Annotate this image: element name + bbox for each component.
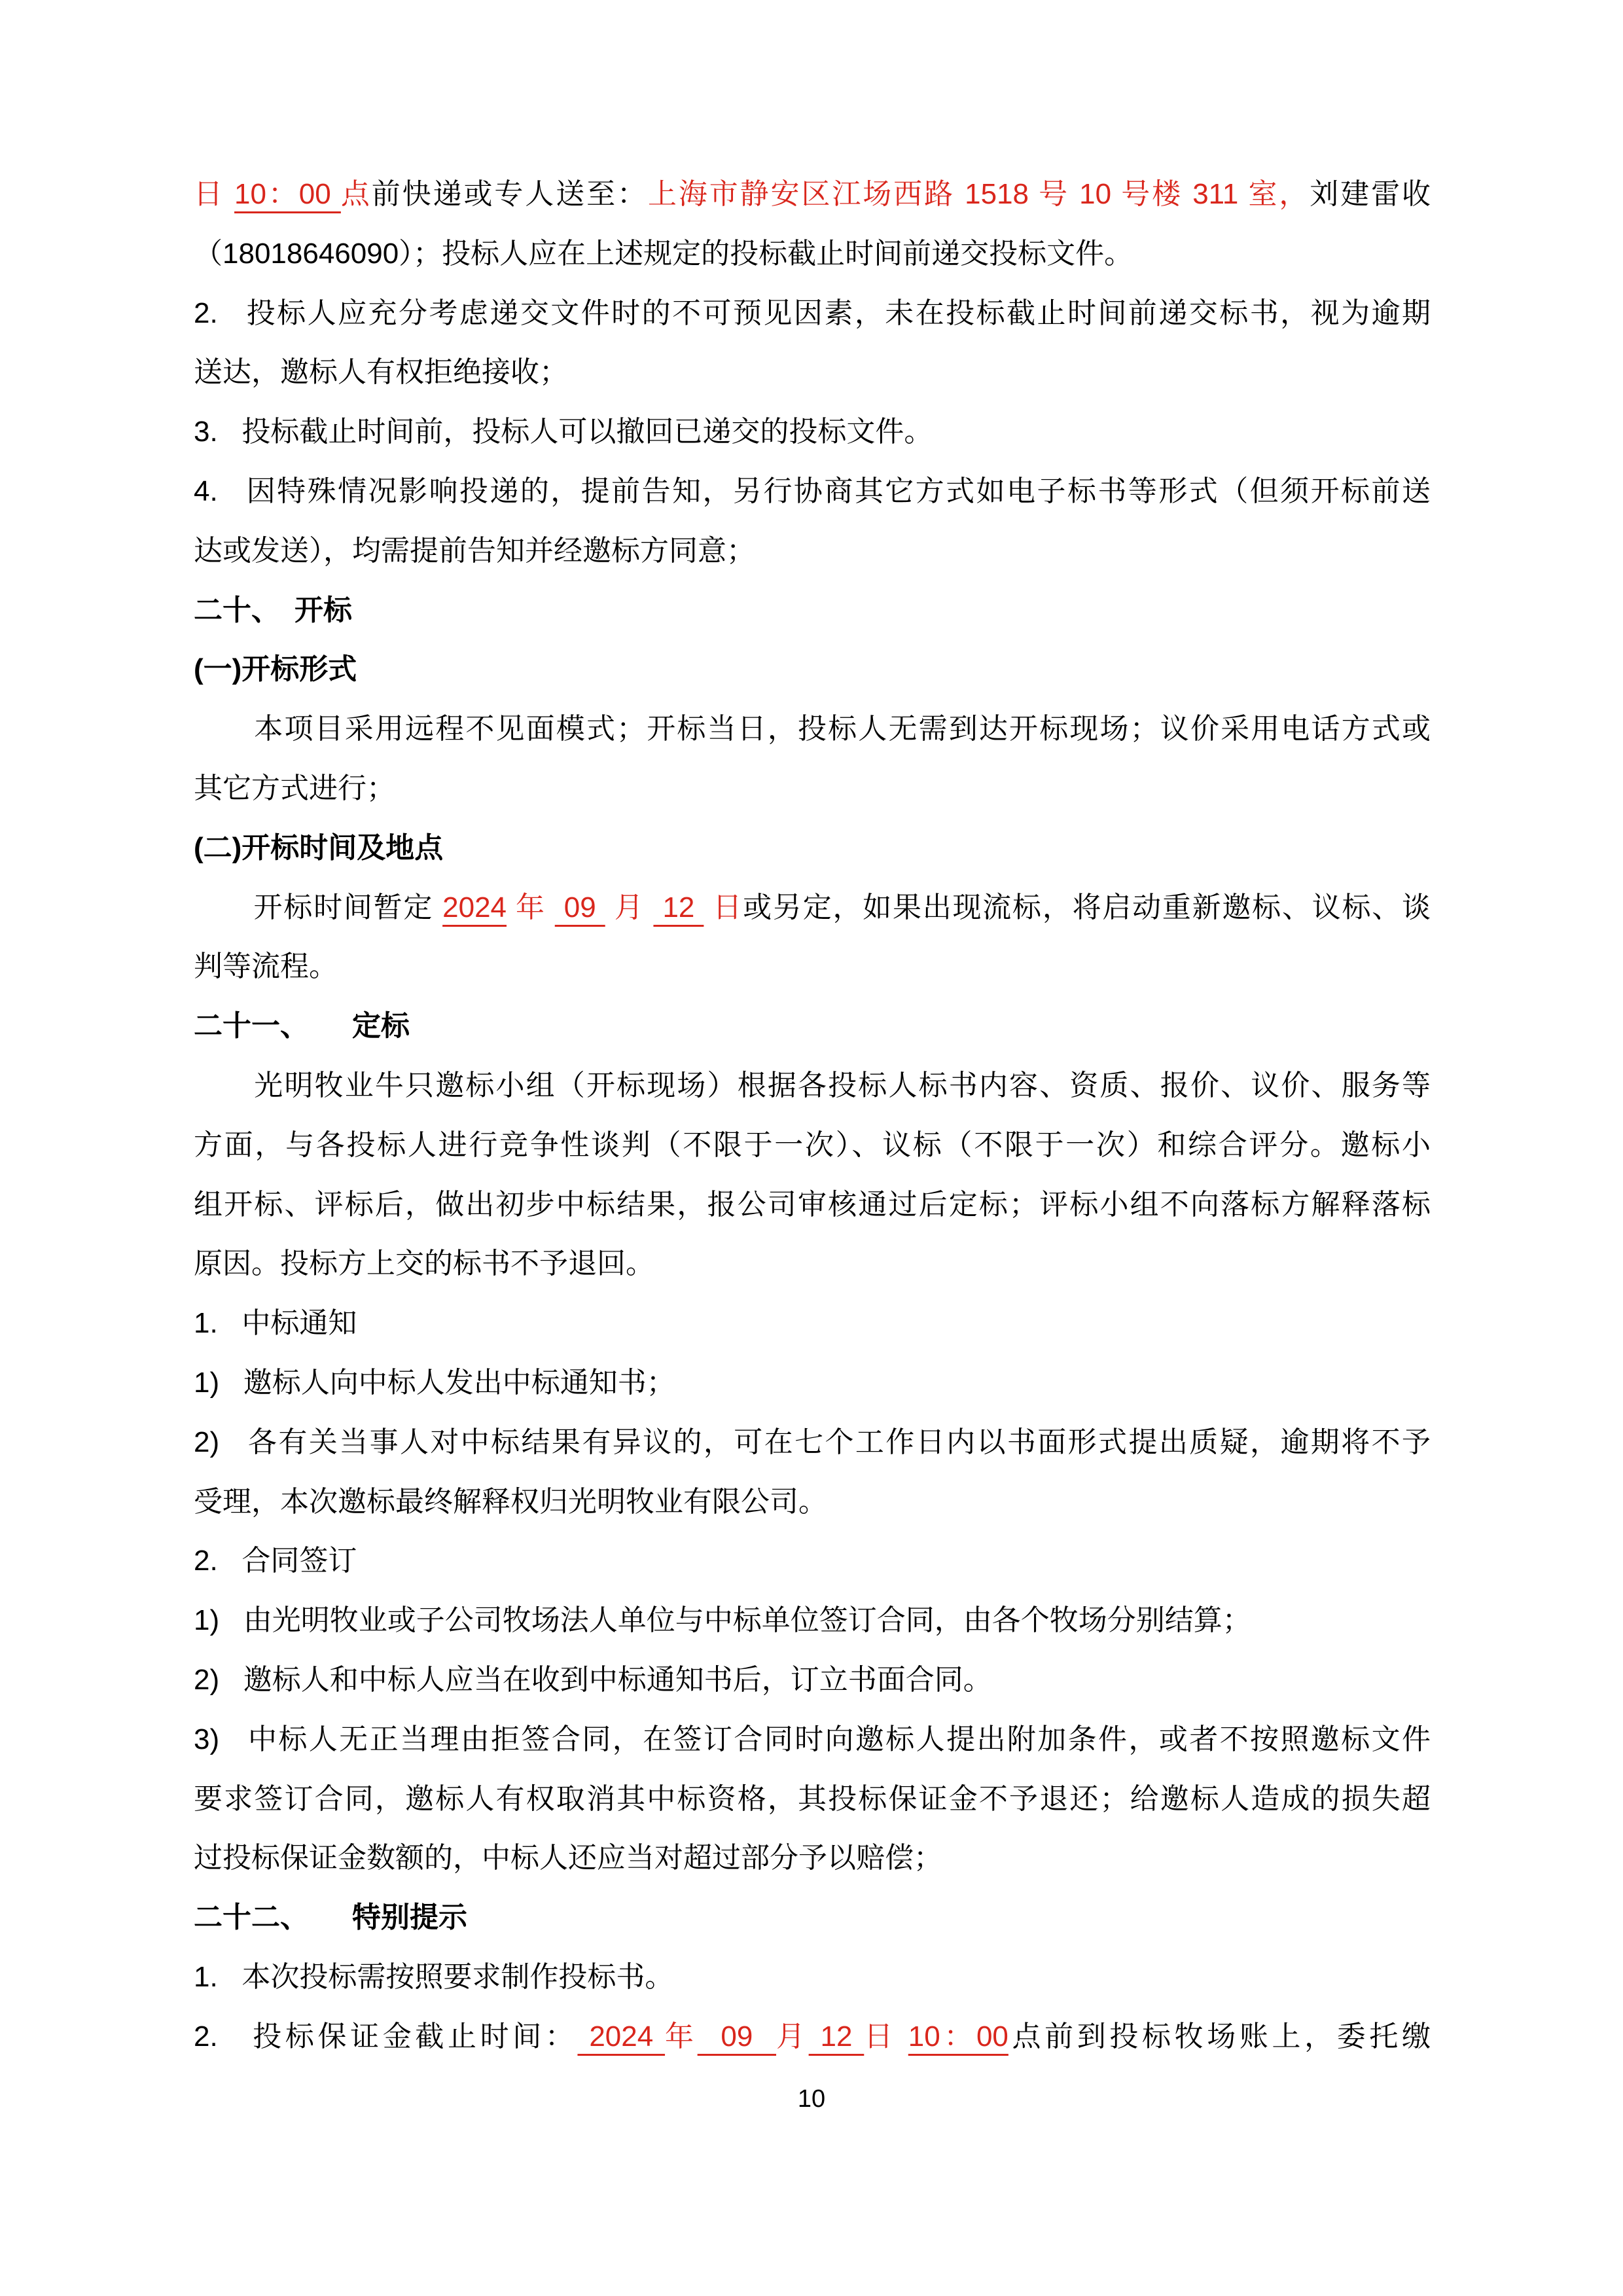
filled-blank: 09 (554, 891, 605, 924)
text-line (194, 1651, 1431, 1710)
text-line (194, 1234, 1431, 1294)
text-line (194, 1116, 1431, 1175)
filled-blank: 09 (697, 2020, 777, 2053)
filled-blank: 12 (653, 891, 704, 924)
highlight-text: 点 (340, 178, 372, 210)
text-segment: 其它方式进行； (194, 772, 395, 804)
subsection-heading-1 (194, 640, 1431, 700)
text-line (194, 2007, 1431, 2067)
text-segment: （18018646090）；投标人应在上述规定的投标截止时间前递交投标文件。 (194, 237, 1133, 270)
text-segment: 本项目采用远程不见面模式；开标当日，投标人无需到达开标现场；议价采用电话方式或 (194, 713, 1431, 745)
highlight-text: 月 (605, 891, 654, 924)
text-segment: (二)开标时间及地点 (194, 831, 444, 864)
section-heading-21 (194, 997, 1431, 1056)
highlight-text: 月 (776, 2020, 809, 2053)
text-line (194, 937, 1431, 997)
text-segment: 2) 各有关当事人对中标结果有异议的，可在七个工作日内以书面形式提出质疑，逾期将不予 (194, 1426, 1431, 1458)
text-segment: 要求签订合同，邀标人有权取消其中标资格，其投标保证金不予退还；给邀标人造成的损失超 (194, 1782, 1431, 1815)
text-segment: 3. 投标截止时间前，投标人可以撤回已递交的投标文件。 (194, 416, 933, 448)
text-segment: 2. 合同签订 (194, 1545, 357, 1577)
filled-blank: 10：00 (234, 178, 341, 210)
text-line (194, 224, 1431, 284)
text-segment: 二十一、 定标 (194, 1010, 410, 1043)
text-line (194, 1829, 1431, 1888)
text-segment: 送达，邀标人有权拒绝接收； (194, 356, 568, 389)
text-line (194, 343, 1431, 403)
text-segment: 1) 由光明牧业或子公司牧场法人单位与中标单位签订合同，由各个牧场分别结算； (194, 1604, 1251, 1637)
text-line (194, 284, 1431, 344)
highlight-text: 年 (507, 891, 555, 924)
highlight-text: 上海市静安区江场西路 1518 号 10 号楼 311 室， (647, 178, 1310, 210)
text-segment: 前快递或专人送至： (371, 178, 648, 210)
text-line (194, 700, 1431, 759)
highlight-text: 年 (665, 2020, 698, 2053)
section-heading-20 (194, 581, 1431, 641)
text-segment: 受理，本次邀标最终解释权归光明牧业有限公司。 (194, 1485, 827, 1518)
text-segment: (一)开标形式 (194, 653, 357, 686)
text-line (194, 759, 1431, 819)
highlight-text: 日 (704, 891, 743, 924)
filled-blank: 10：00 (908, 2020, 1008, 2053)
text-segment: 开标时间暂定 (194, 891, 443, 924)
text-line (194, 1354, 1431, 1413)
filled-blank: 2024 (442, 891, 507, 924)
section-heading-22 (194, 1888, 1431, 1948)
text-segment: 2) 邀标人和中标人应当在收到中标通知书后，订立书面合同。 (194, 1663, 992, 1696)
text-line (194, 522, 1431, 581)
text-segment: 2. 投标保证金截止时间： (194, 2020, 578, 2053)
text-line (194, 1294, 1431, 1354)
text-line (194, 1710, 1431, 1770)
text-line (194, 403, 1431, 462)
text-line (194, 1175, 1431, 1235)
text-segment: 2. 投标人应充分考虑递交文件时的不可预见因素，未在投标截止时间前递交标书，视为逾期 (194, 296, 1431, 329)
text-line (194, 1532, 1431, 1591)
text-line (194, 1473, 1431, 1532)
text-segment: 3) 中标人无正当理由拒签合同，在签订合同时向邀标人提出附加条件，或者不按照邀标文件 (194, 1723, 1431, 1755)
highlight-text: 日 (194, 178, 235, 210)
text-line (194, 1056, 1431, 1116)
page-number: 10 (797, 2085, 826, 2113)
text-line (194, 462, 1431, 522)
text-segment: 4. 因特殊情况影响投递的，提前告知，另行协商其它方式如电子标书等形式（但须开标前送 (194, 475, 1431, 507)
filled-blank: 12 (808, 2020, 865, 2053)
text-segment: 方面，与各投标人进行竞争性谈判（不限于一次）、议标（不限于一次）和综合评分。邀标小 (194, 1128, 1431, 1161)
text-segment: 刘建雷收 (1310, 178, 1431, 210)
text-segment: 二十、 开标 (194, 594, 352, 626)
text-line (194, 878, 1431, 938)
text-segment: 原因。投标方上交的标书不予退回。 (194, 1247, 654, 1280)
text-line (194, 1770, 1431, 1829)
subsection-heading-2 (194, 819, 1431, 878)
text-segment: 1. 中标通知 (194, 1307, 357, 1340)
text-segment: 组开标、评标后，做出初步中标结果，报公司审核通过后定标；评标小组不向落标方解释落标 (194, 1188, 1431, 1221)
text-segment: 达或发送），均需提前告知并经邀标方同意； (194, 534, 755, 567)
text-line (194, 1413, 1431, 1473)
filled-blank: 2024 (577, 2020, 666, 2053)
text-segment: 光明牧业牛只邀标小组（开标现场）根据各投标人标书内容、资质、报价、议价、服务等 (194, 1069, 1431, 1102)
text-line (194, 1948, 1431, 2007)
document-body (194, 165, 1431, 2067)
text-segment: 或另定，如果出现流标，将启动重新邀标、议标、谈 (743, 891, 1431, 924)
text-segment: 二十二、 特别提示 (194, 1901, 467, 1934)
highlight-text: 日 (864, 2020, 908, 2053)
text-segment: 判等流程。 (194, 950, 338, 983)
text-segment: 过投标保证金数额的，中标人还应当对超过部分予以赔偿； (194, 1842, 942, 1874)
text-segment: 1) 邀标人向中标人发出中标通知书； (194, 1366, 675, 1399)
text-segment: 点前到投标牧场账上，委托缴 (1008, 2020, 1431, 2053)
text-segment: 1. 本次投标需按照要求制作投标书。 (194, 1960, 674, 1993)
text-line (194, 165, 1431, 224)
text-line (194, 1591, 1431, 1651)
